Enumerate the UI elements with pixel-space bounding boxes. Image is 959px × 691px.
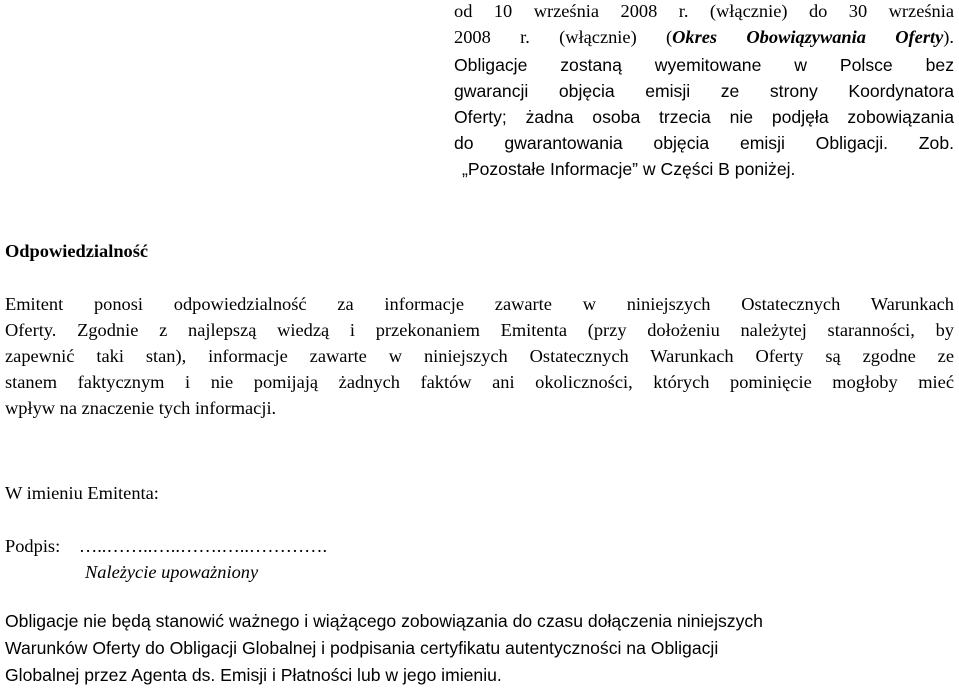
on-behalf-of-issuer: W imieniu Emitenta: [5, 483, 159, 503]
authorized-person: Należycie upoważniony [85, 562, 259, 582]
final-note-line-1: Obligacje nie będą stanowić ważnego i wiążącego zobowiązania do czasu dołączenia niniejszych [5, 611, 763, 631]
responsibility-heading: Odpowiedzialność [5, 241, 149, 261]
issue-note-line-4: gwarancji objęcia emisji ze strony Koordynatora [454, 81, 954, 101]
issue-note-line-6: do gwarantowania objęcia emisji Obligacji. Zob. [454, 133, 954, 153]
offer-period-line-1: od 10 września 2008 r. (włącznie) do 30 września [454, 1, 954, 21]
issue-note-line-3: Obligacje zostaną wyemitowane w Polsce bez [454, 55, 954, 75]
signature-line [5, 535, 327, 557]
issue-note-line-5: Oferty; żadna osoba trzecia nie podjęła zobowiązania [454, 107, 954, 127]
final-note-line-3: Globalnej przez Agenta ds. Emisji i Płatności lub w jego imieniu. [5, 665, 502, 685]
responsibility-line-4: stanem faktycznym i nie pomijają żadnych faktów ani okoliczności, których pominięcie mogłoby mieć [5, 372, 954, 392]
responsibility-line-5: wpływ na znaczenie tych informacji. [5, 398, 277, 418]
responsibility-line-1: Emitent ponosi odpowiedzialność za informacje zawarte w niniejszych Ostatecznych Warunkach [5, 294, 954, 314]
offer-period-line-2 [454, 26, 954, 48]
responsibility-line-3: zapewnić taki stan), informacje zawarte w niniejszych Ostatecznych Warunkach Oferty są zgodne ze [5, 346, 954, 366]
signature-label: Podpis: [5, 536, 61, 556]
offer-period-text: 2008 r. (włącznie) ( [454, 27, 673, 47]
final-note-line-2: Warunków Oferty do Obligacji Globalnej i podpisania certyfikatu autentyczności na Obligacji [5, 638, 719, 658]
offer-period-term: Okres Obowiązywania Oferty [672, 27, 944, 47]
responsibility-line-2: Oferty. Zgodnie z najlepszą wiedzą i przekonaniem Emitenta (przy dołożeniu należytej staranności, by [5, 320, 954, 340]
offer-period-close: ). [943, 27, 955, 47]
signature-dots: …..……..…..…….…..…………. [78, 536, 328, 556]
issue-note-line-7: „Pozostałe Informacje” w Części B poniżej. [462, 159, 796, 179]
